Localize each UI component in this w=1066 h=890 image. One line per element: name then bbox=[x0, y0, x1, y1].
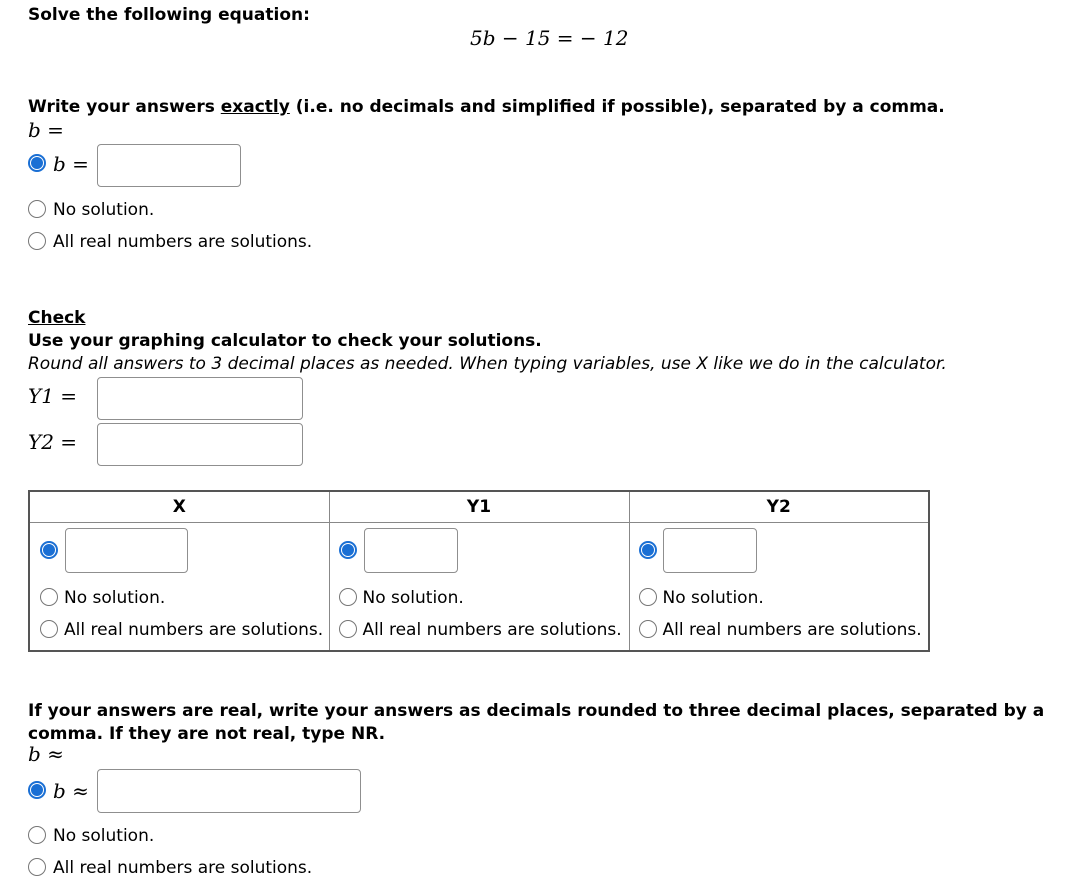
equation: 5b − 15 = − 12 bbox=[470, 26, 629, 50]
check-note: Round all answers to 3 decimal places as needed. When typing variables, use X like we do in the calculator. bbox=[28, 354, 947, 374]
answer-radio-label: b = bbox=[53, 152, 89, 176]
approx-value-label: b ≈ bbox=[53, 779, 89, 803]
x-all-real-radio[interactable] bbox=[40, 620, 58, 638]
approx-prompt: If your answers are real, write your answers as decimals rounded to three decimal places, separated by a comma. If they are not real, type NR. bbox=[28, 701, 1045, 744]
y2-value-radio[interactable] bbox=[639, 541, 657, 559]
x-value-radio[interactable] bbox=[40, 541, 58, 559]
approx-no-solution-label: No solution. bbox=[53, 826, 155, 846]
approx-no-solution-radio[interactable] bbox=[28, 826, 46, 844]
no-solution-radio[interactable] bbox=[28, 200, 46, 218]
x-input[interactable] bbox=[65, 528, 188, 573]
approx-all-real-label: All real numbers are solutions. bbox=[53, 858, 313, 878]
y1-value-radio[interactable] bbox=[339, 541, 357, 559]
approx-variable-label: b ≈ bbox=[28, 742, 64, 766]
header-y2: Y2 bbox=[629, 491, 929, 523]
y1-input[interactable] bbox=[97, 377, 303, 420]
y1-no-solution-radio[interactable] bbox=[339, 588, 357, 606]
header-x: X bbox=[29, 491, 329, 523]
header-y1: Y1 bbox=[329, 491, 629, 523]
cell-y1 bbox=[329, 523, 629, 652]
check-table bbox=[28, 490, 930, 652]
y1-no-solution-label: No solution. bbox=[362, 588, 464, 608]
y2-table-input[interactable] bbox=[663, 528, 757, 573]
y1-label: Y1 = bbox=[28, 384, 78, 408]
x-all-real-label: All real numbers are solutions. bbox=[64, 620, 324, 640]
all-real-label: All real numbers are solutions. bbox=[53, 232, 313, 252]
y1-all-real-label: All real numbers are solutions. bbox=[362, 620, 622, 640]
cell-y2 bbox=[629, 523, 929, 652]
answer-radio-value[interactable] bbox=[28, 154, 46, 172]
check-subtitle: Use your graphing calculator to check your solutions. bbox=[28, 331, 542, 351]
no-solution-label: No solution. bbox=[53, 200, 155, 220]
instruction-heading: Solve the following equation: bbox=[28, 5, 310, 25]
y2-no-solution-radio[interactable] bbox=[639, 588, 657, 606]
cell-x bbox=[29, 523, 329, 652]
check-title: Check bbox=[28, 308, 86, 328]
x-no-solution-radio[interactable] bbox=[40, 588, 58, 606]
y2-all-real-radio[interactable] bbox=[639, 620, 657, 638]
y2-no-solution-label: No solution. bbox=[662, 588, 764, 608]
variable-label: b = bbox=[28, 118, 64, 142]
x-no-solution-label: No solution. bbox=[64, 588, 166, 608]
y2-input[interactable] bbox=[97, 423, 303, 466]
y2-label: Y2 = bbox=[28, 430, 78, 454]
y1-all-real-radio[interactable] bbox=[339, 620, 357, 638]
exact-prompt: Write your answers exactly (i.e. no decimals and simplified if possible), separated by a comma. bbox=[28, 97, 945, 117]
all-real-radio[interactable] bbox=[28, 232, 46, 250]
approx-input[interactable] bbox=[97, 769, 361, 813]
y1-table-input[interactable] bbox=[364, 528, 458, 573]
answer-input[interactable] bbox=[97, 144, 241, 187]
approx-value-radio[interactable] bbox=[28, 781, 46, 799]
approx-all-real-radio[interactable] bbox=[28, 858, 46, 876]
y2-all-real-label: All real numbers are solutions. bbox=[662, 620, 922, 640]
